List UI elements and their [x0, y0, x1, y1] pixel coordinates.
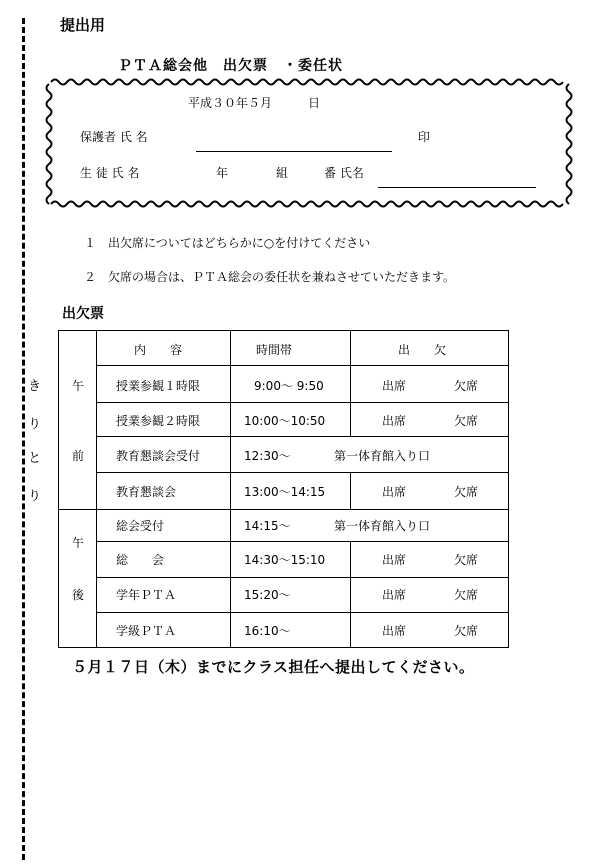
class-label: 組 — [276, 166, 289, 180]
row-time: 15:20～ — [244, 588, 291, 602]
row-content: 学級ＰＴＡ — [116, 624, 177, 638]
student-name-field[interactable] — [378, 187, 536, 188]
attend-option[interactable]: 出席 — [382, 588, 407, 602]
am-label: 午 — [72, 379, 85, 393]
row-location: 第一体育館入り口 — [334, 519, 431, 533]
row-time: 14:15～ — [244, 519, 291, 533]
row-content: 教育懇談会 — [116, 485, 177, 499]
note-item: １ 出欠席についてはどちらかに○を付けてください — [84, 236, 371, 250]
absent-option[interactable]: 欠席 — [454, 588, 479, 602]
submit-label: 提出用 — [60, 16, 106, 34]
header-attendance: 出 欠 — [398, 343, 447, 357]
absent-option[interactable]: 欠席 — [454, 485, 479, 499]
header-content: 内 容 — [134, 343, 183, 357]
row-content: 総 会 — [116, 553, 165, 567]
cut-char: り — [28, 489, 42, 504]
attend-option[interactable]: 出席 — [382, 485, 407, 499]
row-time: 16:10～ — [244, 624, 291, 638]
note-item: ２ 欠席の場合は、ＰＴＡ総会の委任状を兼ねさせていただきます。 — [84, 270, 456, 284]
absent-option[interactable]: 欠席 — [454, 414, 479, 428]
row-time: 12:30～ — [244, 449, 291, 463]
attend-option[interactable]: 出席 — [382, 414, 407, 428]
attend-option[interactable]: 出席 — [382, 624, 407, 638]
absent-option[interactable]: 欠席 — [454, 624, 479, 638]
student-name-label: 生 徒 氏 名 — [80, 166, 140, 180]
row-location: 第一体育館入り口 — [334, 449, 431, 463]
attend-option[interactable]: 出席 — [382, 553, 407, 567]
row-time: 14:30～15:10 — [244, 553, 326, 567]
attendance-table — [58, 330, 509, 647]
row-content: 教育懇談会受付 — [116, 449, 201, 463]
seal-mark: 印 — [418, 130, 431, 144]
cut-line — [22, 18, 25, 860]
am-label: 前 — [72, 449, 85, 463]
cut-char: き — [28, 379, 42, 394]
attendance-heading: 出欠票 — [62, 306, 104, 322]
row-time: 10:00～10:50 — [244, 414, 326, 428]
cut-char: り — [28, 417, 42, 432]
absent-option[interactable]: 欠席 — [454, 379, 479, 393]
row-content: 学年ＰＴＡ — [116, 588, 177, 602]
pm-label: 午 — [72, 536, 85, 550]
deadline-note: ５月１７日（木）までにクラス担任へ提出してください。 — [72, 658, 475, 676]
row-content: 授業参観１時限 — [116, 379, 201, 393]
row-time: 13:00～14:15 — [244, 485, 326, 499]
document-title: ＰＴＡ総会他 出欠票 ・委任状 — [118, 58, 343, 74]
header-time: 時間帯 — [256, 343, 293, 357]
row-content: 総会受付 — [116, 519, 165, 533]
cut-char: と — [28, 451, 42, 466]
attend-option[interactable]: 出席 — [382, 379, 407, 393]
pm-label: 後 — [72, 588, 85, 602]
form-date: 平成３０年５月 日 — [188, 96, 321, 110]
number-name-label: 番 氏名 — [324, 166, 364, 180]
absent-option[interactable]: 欠席 — [454, 553, 479, 567]
guardian-name-label: 保護者 氏 名 — [80, 130, 148, 144]
row-content: 授業参観２時限 — [116, 414, 201, 428]
year-label: 年 — [216, 166, 229, 180]
row-time: 9:00～ 9:50 — [254, 379, 324, 393]
guardian-name-field[interactable] — [196, 151, 392, 152]
